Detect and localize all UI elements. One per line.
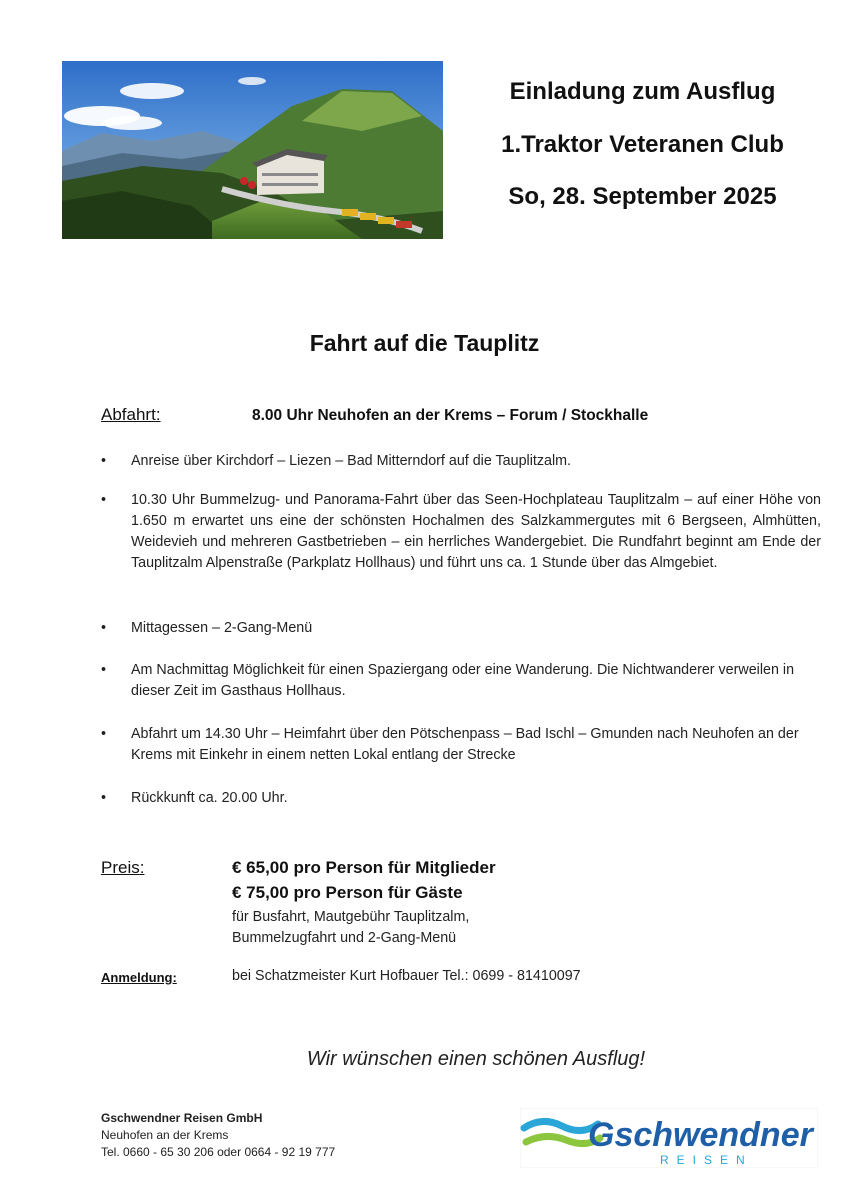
company-phone: Tel. 0660 - 65 30 206 oder 0664 - 92 19 777	[101, 1145, 336, 1159]
gschwendner-logo	[520, 1108, 818, 1168]
company-name: Gschwendner Reisen GmbH	[101, 1111, 263, 1125]
price-members: € 65,00 pro Person für Mitglieder	[232, 858, 496, 877]
price-guests: € 75,00 pro Person für Gäste	[232, 883, 463, 902]
bullet-icon: •	[101, 662, 107, 678]
invitation-title: Einladung zum Ausflug	[509, 78, 776, 105]
registration-label: Anmeldung:	[101, 970, 177, 985]
trip-subtitle: Fahrt auf die Tauplitz	[309, 330, 540, 356]
price-includes: für Busfahrt, Mautgebühr Tauplitzalm, Bummelzugfahrt und 2-Gang-Menü	[232, 909, 470, 946]
club-name: 1.Traktor Veteranen Club	[501, 131, 784, 158]
departure-value: 8.00 Uhr Neuhofen an der Krems – Forum / Stockhalle	[252, 407, 649, 424]
list-item: • Rückkunft ca. 20.00 Uhr.	[101, 788, 821, 809]
list-item: • 10.30 Uhr Bummelzug- und Panorama-Fahrt über das Seen-Hochplateau Tauplitzalm – auf einer Höhe von 1.650 m erwartet uns eine der schönsten Hochalmen des Salzkammergutes mit 6 Bergseen, Almhütten, Weidevieh und mehreren Gastbetrieben – ein herrliches Wandergebiet. Die Rundfahrt beginnt am Ende der Tauplitzalm Alpenstraße (Parkplatz Hollhaus) und führt uns ca. 1 Stunde über das Almgebiet.	[101, 492, 821, 571]
alpine-hut-landscape-photo	[62, 61, 443, 239]
logo-wordmark: Gschwendner	[588, 1116, 813, 1154]
list-item: • Abfahrt um 14.30 Uhr – Heimfahrt über den Pötschenpass – Bad Ischl – Gmunden nach Neuhofen an der Krems mit Einkehr in einem netten Lokal entlang der Strecke	[101, 726, 799, 763]
price-label: Preis:	[101, 858, 145, 877]
header-photo	[62, 61, 443, 239]
departure-label: Abfahrt:	[101, 405, 161, 424]
bullet-icon: •	[101, 453, 107, 469]
logo-icon	[520, 1108, 818, 1168]
bullet-icon: •	[101, 620, 107, 636]
header-block	[470, 74, 815, 214]
footer-address	[101, 1110, 335, 1161]
list-item: • Mittagessen – 2-Gang-Menü	[101, 618, 821, 639]
closing-wish: Wir wünschen einen schönen Ausflug!	[306, 1048, 646, 1070]
company-city: Neuhofen an der Krems	[101, 1128, 229, 1142]
list-item: • Am Nachmittag Möglichkeit für einen Spaziergang oder eine Wanderung. Die Nichtwanderer verweilen in dieser Zeit im Gasthaus Hollhaus.	[101, 662, 795, 699]
logo-subtext: REISEN	[660, 1153, 753, 1167]
bullet-icon: •	[101, 726, 107, 742]
bullet-icon: •	[101, 790, 107, 806]
event-date: So, 28. September 2025	[508, 183, 777, 210]
bullet-icon: •	[101, 492, 107, 508]
list-item: • Anreise über Kirchdorf – Liezen – Bad Mitterndorf auf die Tauplitzalm.	[101, 451, 821, 472]
registration-value: bei Schatzmeister Kurt Hofbauer Tel.: 0699 - 81410097	[232, 968, 581, 984]
